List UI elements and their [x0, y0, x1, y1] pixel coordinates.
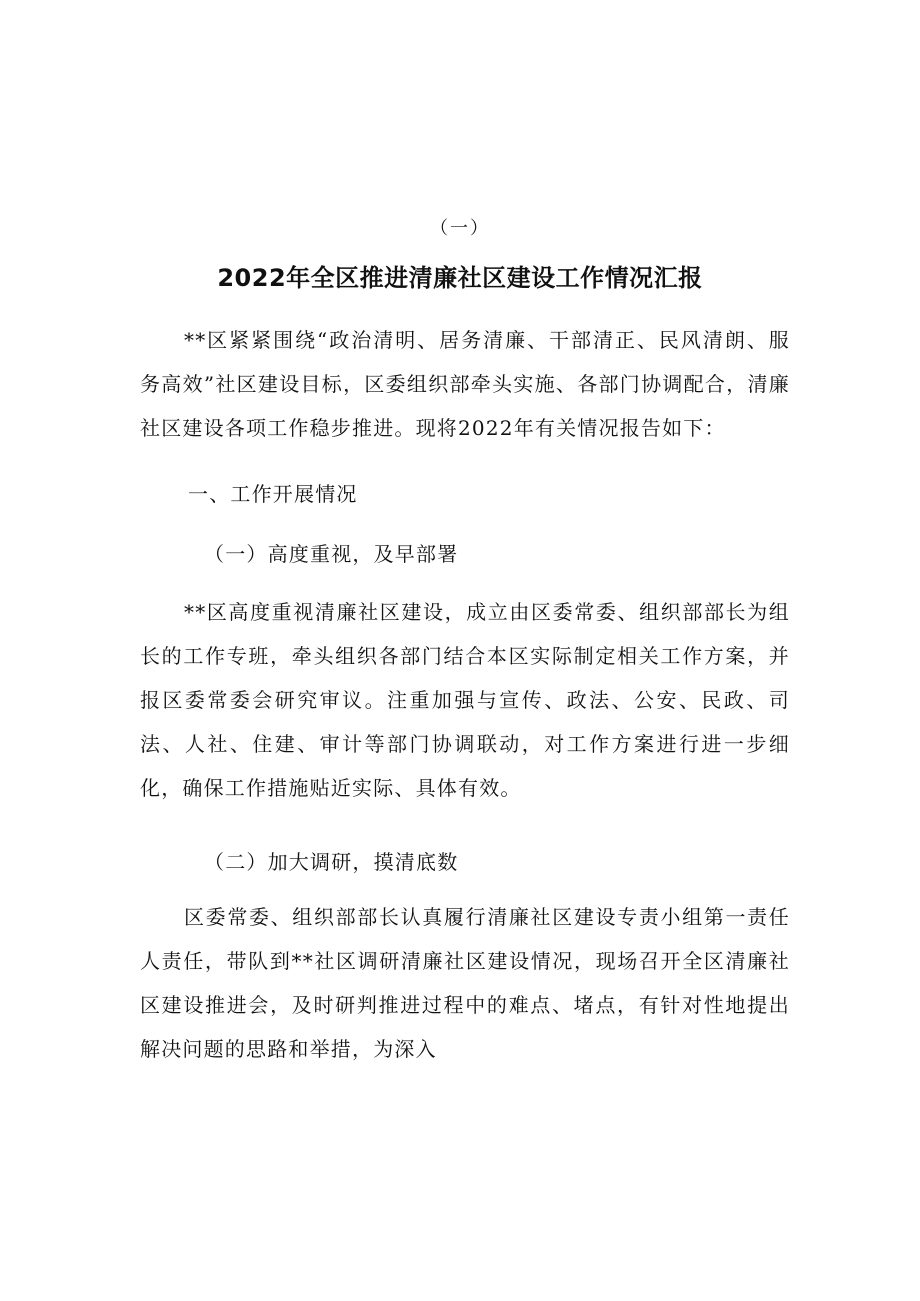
subsection-heading-2: （二）加大调研，摸清底数 [204, 850, 459, 874]
section-heading: 一、工作开展情况 [188, 482, 358, 506]
subsection-2-paragraph: 区委常委、组织部部长认真履行清廉社区建设专责小组第一责任人责任，带队到**社区调研清廉社区建设情况，现场召开全区清廉社区建设推进会，及时研判推进过程中的难点、堵点，有针对性地提出解决问题的思路和举措，为深入 [140, 905, 790, 1061]
document-number: （一） [430, 218, 490, 239]
intro-paragraph: **区紧紧围绕“政治清明、居务清廉、干部清正、民风清朗、服务高效”社区建设目标，区委组织部牵头实施、各部门协调配合，清廉社区建设各项工作稳步推进。现将2022年有关情况报告如下： [140, 328, 790, 440]
document-title: 2022年全区推进清廉社区建设工作情况汇报 [217, 264, 703, 292]
subsection-1-paragraph: **区高度重视清廉社区建设，成立由区委常委、组织部部长为组长的工作专班，牵头组织各部门结合本区实际制定相关工作方案，并报区委常委会研究审议。注重加强与宣传、政法、公安、民政、司法、人社、住建、审计等部门协调联动，对工作方案进行进一步细化，确保工作措施贴近实际、具体有效。 [140, 600, 790, 800]
subsection-heading-1: （一）高度重视，及早部署 [204, 542, 459, 566]
